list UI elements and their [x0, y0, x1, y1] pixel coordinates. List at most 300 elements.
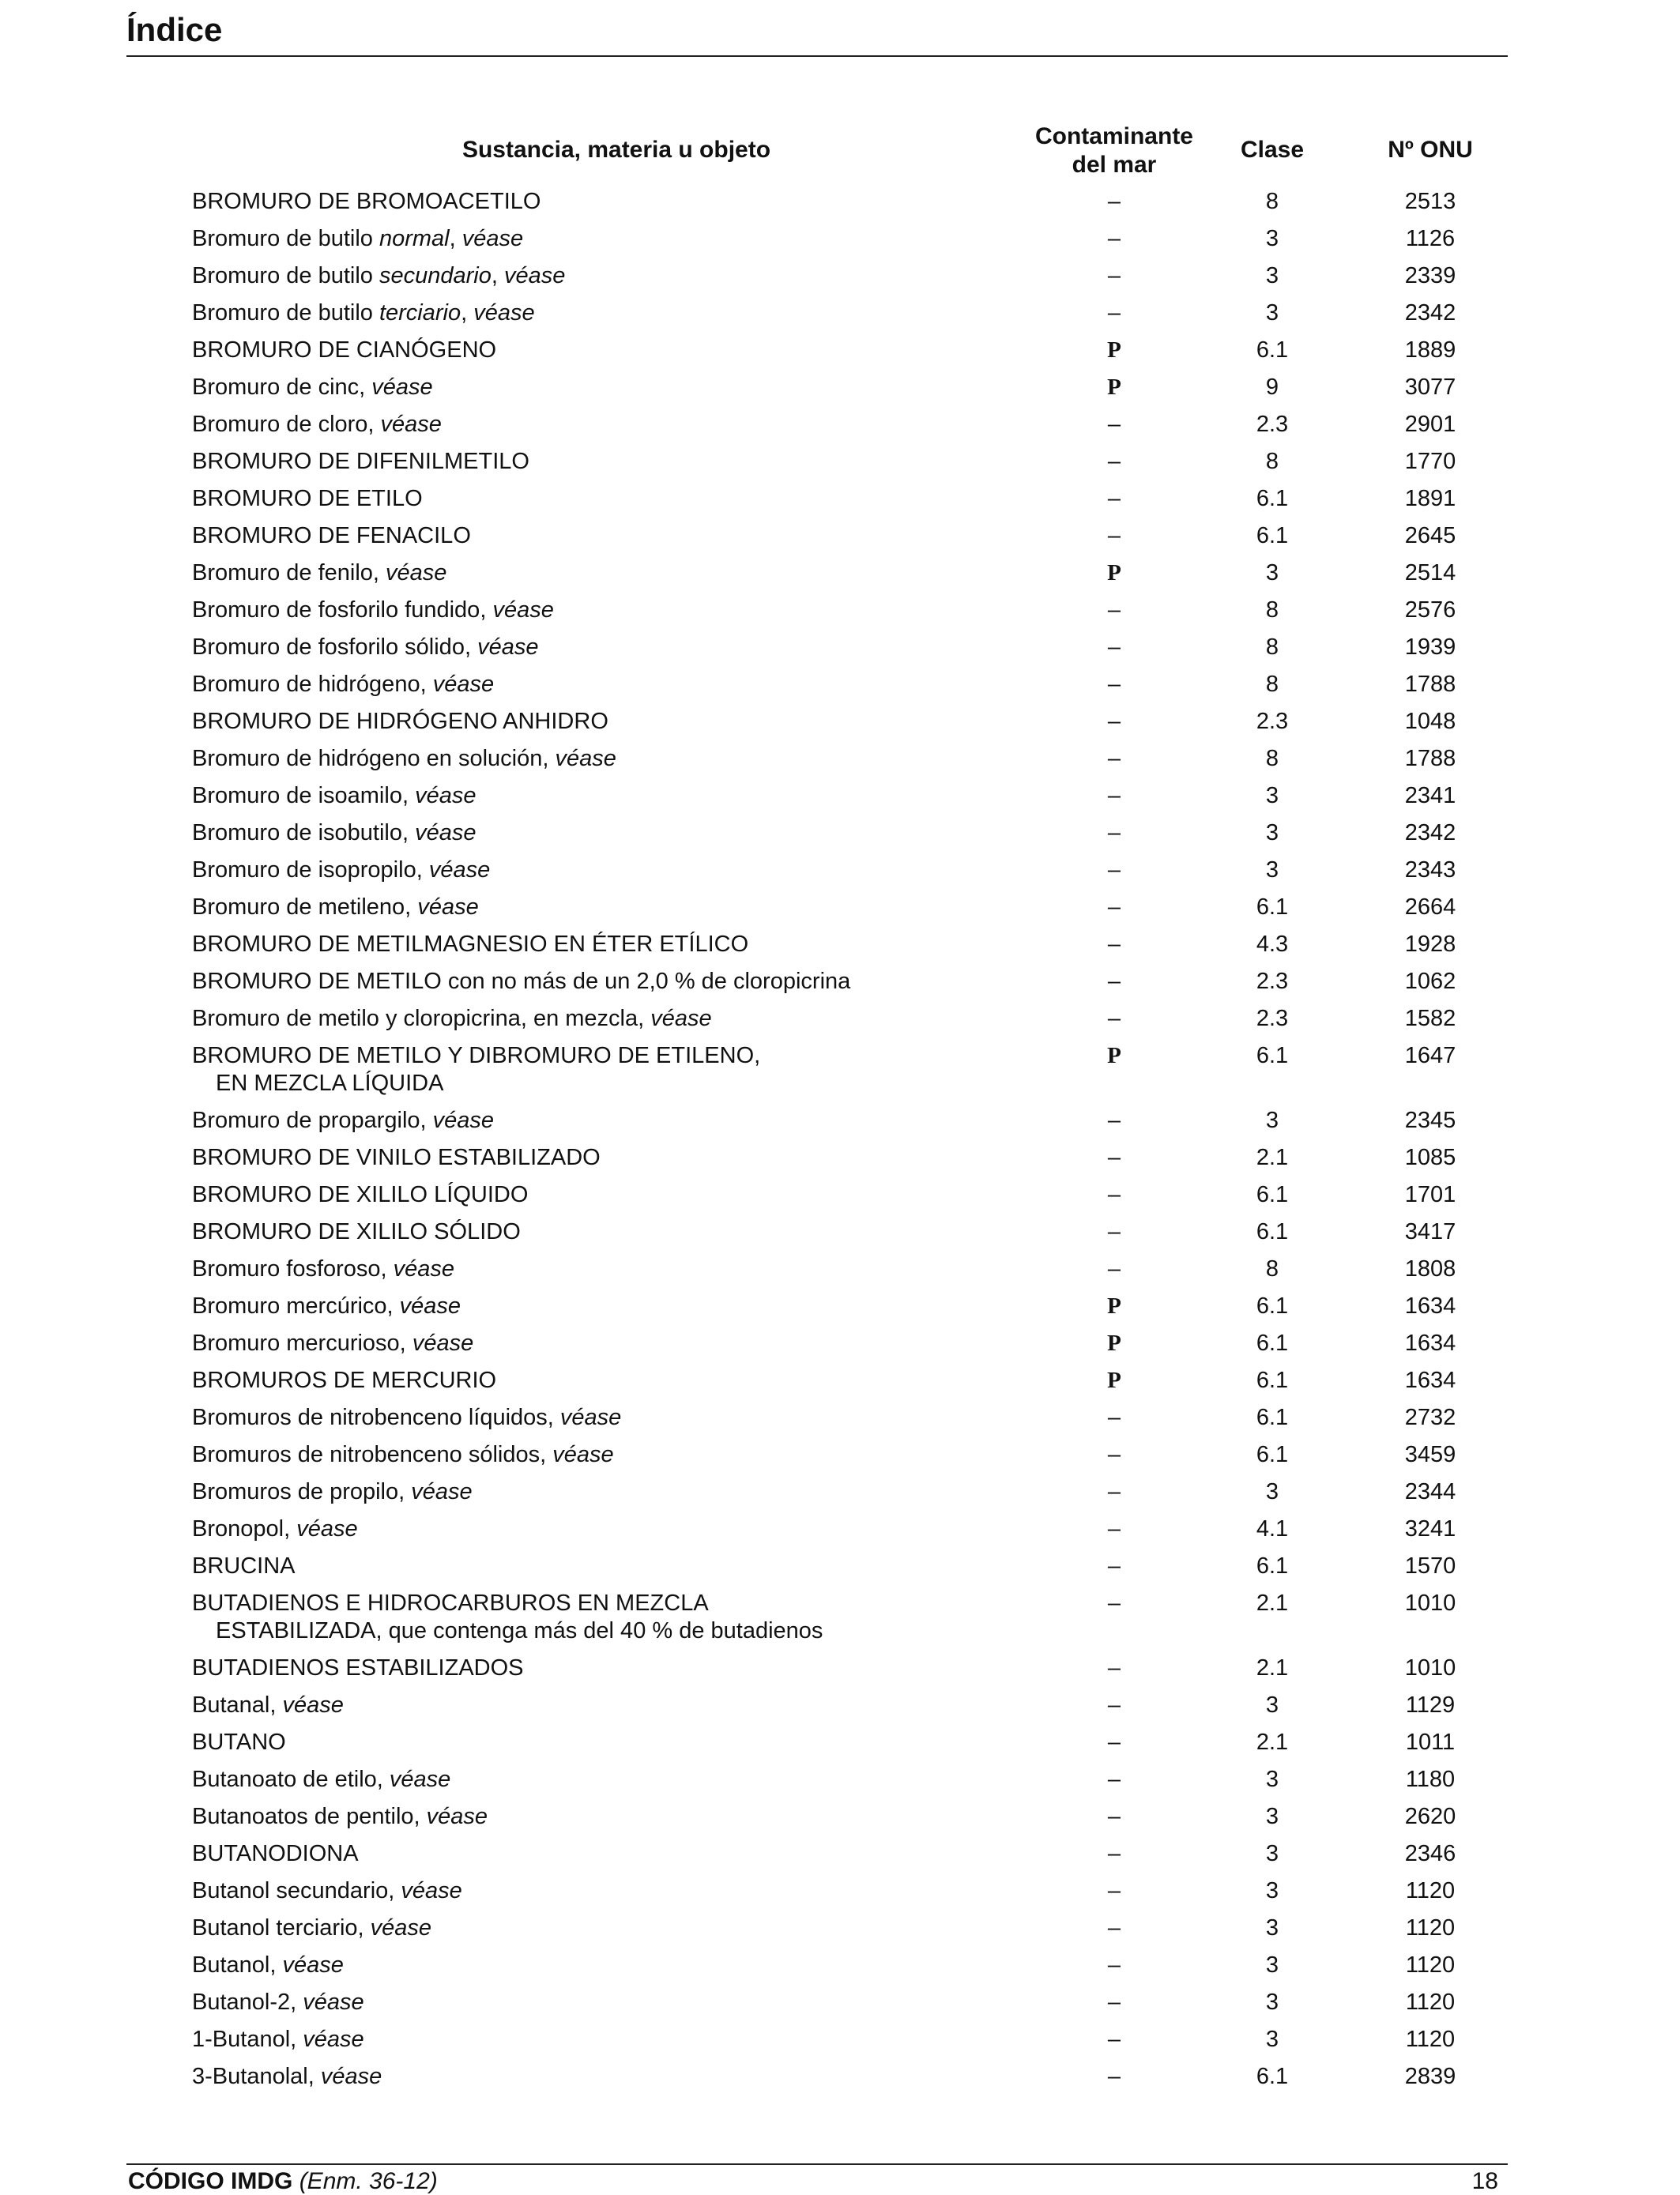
substance-name	[192, 1367, 998, 1395]
substance-name	[192, 671, 998, 698]
table-row	[0, 1590, 1680, 1655]
substance-name	[192, 1989, 998, 2016]
table-row	[0, 1655, 1680, 1692]
marine-pollutant-cell: –	[1107, 820, 1121, 845]
class-cell: 3	[1265, 1952, 1279, 1978]
un-number-cell: 1634	[1404, 1293, 1456, 1319]
table-row	[0, 1404, 1680, 1441]
substance-qualifier: normal	[379, 226, 450, 251]
substance-name	[192, 1803, 998, 1831]
un-number-cell: 1939	[1404, 634, 1456, 660]
un-number-cell: 3417	[1404, 1219, 1456, 1244]
substance-name	[192, 931, 998, 958]
un-number-cell: 2839	[1404, 2064, 1456, 2089]
substance-separator: ,	[449, 226, 462, 251]
class-cell: 6.1	[1256, 1368, 1289, 1393]
substance-qualifier: terciario	[379, 300, 461, 326]
un-number-cell: 1788	[1404, 746, 1456, 771]
substance-name-text: BUTADIENOS ESTABILIZADOS	[192, 1655, 524, 1681]
see-reference: véase	[415, 820, 477, 845]
marine-pollutant-cell: –	[1107, 1553, 1121, 1579]
see-reference: véase	[412, 1331, 474, 1356]
un-number-cell: 1129	[1405, 1692, 1456, 1718]
un-number-cell: 2901	[1404, 412, 1456, 437]
table-row	[0, 1042, 1680, 1107]
table-row	[0, 857, 1680, 894]
table-row	[0, 968, 1680, 1005]
marine-pollutant-cell: –	[1107, 969, 1121, 994]
substance-name	[192, 745, 998, 773]
marine-pollutant-cell: –	[1107, 783, 1121, 808]
substance-name	[192, 708, 998, 736]
page-number: 18	[1471, 2168, 1498, 2194]
un-number-cell: 2339	[1404, 263, 1456, 288]
substance-name-text: BROMURO DE ETILO	[192, 486, 423, 511]
see-reference: véase	[473, 300, 535, 326]
class-cell: 3	[1265, 783, 1279, 808]
substance-name-text: Bronopol,	[192, 1516, 297, 1542]
substance-name-text: BROMUROS DE MERCURIO	[192, 1368, 497, 1393]
see-reference: véase	[389, 1767, 451, 1792]
table-row	[0, 1729, 1680, 1766]
substance-name	[192, 1766, 998, 1794]
substance-name	[192, 337, 998, 364]
substance-name	[192, 485, 998, 513]
table-row	[0, 299, 1680, 337]
class-cell: 3	[1265, 1479, 1279, 1504]
substance-name-text: Bromuro fosforoso,	[192, 1256, 394, 1282]
substance-name	[192, 819, 998, 847]
substance-name	[192, 1915, 998, 1942]
table-row	[0, 782, 1680, 819]
class-cell: 3	[1265, 560, 1279, 585]
table-row	[0, 2026, 1680, 2063]
un-number-cell: 1701	[1404, 1182, 1456, 1207]
substance-name	[192, 559, 998, 587]
class-cell: 8	[1265, 597, 1279, 623]
table-row	[0, 1515, 1680, 1553]
class-cell: 8	[1265, 1256, 1279, 1282]
marine-pollutant-cell: –	[1107, 263, 1121, 288]
substance-name	[192, 2026, 998, 2054]
un-number-cell: 2732	[1404, 1405, 1456, 1430]
table-row	[0, 634, 1680, 671]
substance-name	[192, 1877, 998, 1905]
substance-name-text: Bromuro de butilo	[192, 226, 379, 251]
page-title: Índice	[126, 11, 223, 48]
class-cell: 3	[1265, 857, 1279, 883]
class-cell: 6.1	[1256, 486, 1289, 511]
class-cell: 3	[1265, 1915, 1279, 1941]
substance-name	[192, 1590, 998, 1645]
marine-pollutant-cell: –	[1107, 1479, 1121, 1504]
un-number-cell: 1180	[1405, 1767, 1456, 1792]
un-number-cell: 1634	[1404, 1368, 1456, 1393]
footer-edition: (Enm. 36-12)	[299, 2168, 438, 2194]
un-number-cell: 2343	[1404, 857, 1456, 883]
see-reference: véase	[552, 1442, 614, 1467]
footer-code: CÓDIGO IMDG	[128, 2168, 293, 2194]
marine-pollutant-cell: –	[1107, 1990, 1121, 2015]
substance-name	[192, 1515, 998, 1543]
see-reference: véase	[411, 1479, 473, 1504]
see-reference: véase	[371, 375, 433, 400]
substance-name	[192, 1005, 998, 1033]
substance-name-text: Bromuro de fenilo,	[192, 560, 386, 585]
marine-pollutant-cell: –	[1107, 1692, 1121, 1718]
table-row	[0, 2063, 1680, 2100]
marine-pollutant-cell: –	[1107, 1804, 1121, 1829]
substance-name	[192, 522, 998, 550]
substance-name-text: Butanol secundario,	[192, 1878, 401, 1903]
table-row	[0, 1256, 1680, 1293]
class-cell: 3	[1265, 300, 1279, 326]
class-cell: 8	[1265, 449, 1279, 474]
substance-name-continuation: EN MEZCLA LÍQUIDA	[216, 1071, 444, 1096]
un-number-cell: 1891	[1404, 486, 1456, 511]
substance-name	[192, 1330, 998, 1357]
un-number-cell: 2620	[1404, 1804, 1456, 1829]
marine-pollutant-cell: –	[1107, 746, 1121, 771]
see-reference: véase	[282, 1952, 344, 1978]
substance-name	[192, 188, 998, 216]
marine-pollutant-cell: –	[1107, 189, 1121, 214]
table-row	[0, 1218, 1680, 1256]
table-row	[0, 708, 1680, 745]
substance-name-text: Bromuro de butilo	[192, 300, 379, 326]
substance-name-text: Butanol,	[192, 1952, 283, 1978]
substance-name	[192, 1729, 998, 1756]
substance-name	[192, 1840, 998, 1868]
marine-pollutant-cell: –	[1107, 1591, 1121, 1616]
substance-name-text: BUTANODIONA	[192, 1841, 359, 1866]
un-number-cell: 1928	[1404, 932, 1456, 957]
un-number-cell: 3077	[1404, 375, 1456, 400]
marine-pollutant-cell: –	[1107, 2064, 1121, 2089]
substance-name-text: BROMURO DE METILO Y DIBROMURO DE ETILENO,	[192, 1043, 761, 1068]
see-reference: véase	[492, 597, 554, 623]
see-reference: véase	[401, 1878, 462, 1903]
marine-pollutant-cell: –	[1107, 1730, 1121, 1755]
substance-name	[192, 634, 998, 661]
marine-pollutant-cell: –	[1107, 1915, 1121, 1941]
substance-separator: ,	[461, 300, 474, 326]
marine-pollutant-cell: –	[1107, 300, 1121, 326]
table-row	[0, 1803, 1680, 1840]
marine-pollutant-cell: –	[1107, 1878, 1121, 1903]
see-reference: véase	[432, 672, 495, 697]
marine-pollutant-cell: –	[1107, 2027, 1121, 2052]
see-reference: véase	[426, 1804, 488, 1829]
marine-pollutant-cell: P	[1107, 1043, 1121, 1068]
substance-name	[192, 1952, 998, 1979]
table-row	[0, 894, 1680, 931]
table-row	[0, 522, 1680, 559]
see-reference: véase	[296, 1516, 358, 1542]
marine-pollutant-cell: –	[1107, 709, 1121, 734]
substance-name-text: BROMURO DE FENACILO	[192, 523, 471, 548]
see-reference: véase	[380, 412, 442, 437]
table-row	[0, 262, 1680, 299]
table-row	[0, 1441, 1680, 1478]
marine-pollutant-cell: P	[1107, 375, 1121, 400]
class-cell: 3	[1265, 1692, 1279, 1718]
see-reference: véase	[650, 1006, 712, 1031]
see-reference: véase	[559, 1405, 622, 1430]
class-cell: 2.1	[1256, 1145, 1289, 1170]
un-number-cell: 1889	[1404, 337, 1456, 363]
substance-name-text: BROMURO DE BROMOACETILO	[192, 189, 541, 214]
un-number-cell: 1010	[1404, 1655, 1456, 1681]
un-number-cell: 1120	[1405, 1952, 1456, 1978]
substance-name-text: Bromuro de metilo y cloropicrina, en mezcla,	[192, 1006, 651, 1031]
column-header-class: Clase	[1240, 137, 1305, 163]
class-cell: 2.1	[1256, 1655, 1289, 1681]
class-cell: 6.1	[1256, 1442, 1289, 1467]
substance-name	[192, 411, 998, 439]
see-reference: véase	[555, 746, 616, 771]
table-row	[0, 1181, 1680, 1218]
substance-name-text: 1-Butanol,	[192, 2027, 303, 2052]
marine-pollutant-cell: –	[1107, 1841, 1121, 1866]
substance-name	[192, 597, 998, 624]
see-reference: véase	[399, 1293, 461, 1319]
see-reference: véase	[320, 2064, 382, 2089]
column-header-marine-pollutant: Contaminante del mar	[1034, 123, 1193, 178]
class-cell: 6.1	[1256, 1553, 1289, 1579]
class-cell: 2.3	[1256, 1006, 1289, 1031]
class-cell: 6.1	[1256, 894, 1289, 920]
table-row	[0, 1692, 1680, 1729]
class-cell: 6.1	[1256, 2064, 1289, 2089]
un-number-cell: 1647	[1404, 1043, 1456, 1068]
table-row	[0, 1293, 1680, 1330]
un-number-cell: 1120	[1405, 1878, 1456, 1903]
substance-name	[192, 1478, 998, 1506]
table-row	[0, 1107, 1680, 1144]
class-cell: 2.3	[1256, 709, 1289, 734]
un-number-cell: 2514	[1404, 560, 1456, 585]
class-cell: 8	[1265, 634, 1279, 660]
un-number-cell: 2664	[1404, 894, 1456, 920]
substance-name	[192, 448, 998, 476]
substance-name-text: Bromuro mercúrico,	[192, 1293, 400, 1319]
marine-pollutant-cell: –	[1107, 1405, 1121, 1430]
substance-name	[192, 1692, 998, 1719]
un-number-cell: 3459	[1404, 1442, 1456, 1467]
marine-pollutant-cell: –	[1107, 1182, 1121, 1207]
table-row	[0, 411, 1680, 448]
substance-name	[192, 1553, 998, 1580]
substance-name	[192, 1441, 998, 1469]
substance-name-text: BROMURO DE XILILO SÓLIDO	[192, 1219, 521, 1244]
un-number-cell: 1770	[1404, 449, 1456, 474]
substance-name-text: Butanoato de etilo,	[192, 1767, 390, 1792]
class-cell: 3	[1265, 1767, 1279, 1792]
substance-name-text: BROMURO DE METILO con no más de un 2,0 % de cloropicrina	[192, 969, 851, 994]
substance-name-text: Bromuro de fosforilo sólido,	[192, 634, 478, 660]
substance-name-text: Bromuro de hidrógeno en solución,	[192, 746, 556, 771]
class-cell: 4.1	[1256, 1516, 1289, 1542]
class-cell: 2.1	[1256, 1591, 1289, 1616]
table-row	[0, 1766, 1680, 1803]
table-row	[0, 671, 1680, 708]
see-reference: véase	[428, 857, 491, 883]
class-cell: 3	[1265, 226, 1279, 251]
header-divider	[126, 55, 1508, 57]
table-row	[0, 1877, 1680, 1915]
un-number-cell: 2342	[1404, 820, 1456, 845]
table-row	[0, 559, 1680, 597]
substance-name	[192, 1655, 998, 1682]
un-number-cell: 1048	[1404, 709, 1456, 734]
see-reference: véase	[461, 226, 524, 251]
un-number-cell: 1011	[1405, 1730, 1456, 1755]
class-cell: 8	[1265, 189, 1279, 214]
substance-name-text: BUTANO	[192, 1730, 286, 1755]
un-number-cell: 2576	[1404, 597, 1456, 623]
substance-name	[192, 1181, 998, 1209]
substance-name-text: Bromuros de propilo,	[192, 1479, 412, 1504]
marine-pollutant-cell: –	[1107, 894, 1121, 920]
un-number-cell: 3241	[1404, 1516, 1456, 1542]
marine-pollutant-cell: –	[1107, 1442, 1121, 1467]
marine-pollutant-cell: –	[1107, 449, 1121, 474]
substance-name-text: BRUCINA	[192, 1553, 296, 1579]
substance-name-text: BROMURO DE CIANÓGENO	[192, 337, 497, 363]
class-cell: 6.1	[1256, 523, 1289, 548]
substance-table	[0, 188, 1680, 2100]
marine-pollutant-cell: –	[1107, 597, 1121, 623]
substance-name	[192, 894, 998, 921]
un-number-cell: 1634	[1404, 1331, 1456, 1356]
substance-name	[192, 1293, 998, 1320]
table-row	[0, 745, 1680, 782]
marine-pollutant-cell: –	[1107, 486, 1121, 511]
see-reference: véase	[477, 634, 539, 660]
see-reference: véase	[503, 263, 566, 288]
see-reference: véase	[282, 1692, 344, 1718]
substance-name	[192, 857, 998, 884]
see-reference: véase	[303, 1990, 364, 2015]
substance-name-text: BUTADIENOS E HIDROCARBUROS EN MEZCLA	[192, 1591, 709, 1616]
table-row	[0, 1478, 1680, 1515]
class-cell: 8	[1265, 746, 1279, 771]
marine-pollutant-cell: P	[1107, 560, 1121, 585]
un-number-cell: 2344	[1404, 1479, 1456, 1504]
substance-name-text: Butanal,	[192, 1692, 283, 1718]
class-cell: 3	[1265, 263, 1279, 288]
substance-qualifier: secundario	[379, 263, 492, 288]
substance-name-text: Butanoatos de pentilo,	[192, 1804, 427, 1829]
marine-pollutant-cell: –	[1107, 1516, 1121, 1542]
un-number-cell: 2645	[1404, 523, 1456, 548]
substance-name-text: Bromuro de isobutilo,	[192, 820, 416, 845]
un-number-cell: 1120	[1405, 1915, 1456, 1941]
marine-pollutant-cell: –	[1107, 1767, 1121, 1792]
substance-name-text: Bromuros de nitrobenceno líquidos,	[192, 1405, 560, 1430]
substance-name-text: Butanol-2,	[192, 1990, 303, 2015]
table-row	[0, 188, 1680, 225]
un-number-cell: 1062	[1404, 969, 1456, 994]
class-cell: 6.1	[1256, 1405, 1289, 1430]
table-row	[0, 1005, 1680, 1042]
marine-pollutant-cell: –	[1107, 857, 1121, 883]
table-row	[0, 337, 1680, 374]
un-number-cell: 1788	[1404, 672, 1456, 697]
class-cell: 6.1	[1256, 1293, 1289, 1319]
see-reference: véase	[303, 2027, 364, 2052]
un-number-cell: 1808	[1404, 1256, 1456, 1282]
un-number-cell: 1570	[1404, 1553, 1456, 1579]
substance-name	[192, 225, 998, 253]
un-number-cell: 2345	[1404, 1108, 1456, 1133]
class-cell: 3	[1265, 1841, 1279, 1866]
class-cell: 4.3	[1256, 932, 1289, 957]
substance-name-text: Bromuro de isopropilo,	[192, 857, 429, 883]
class-cell: 9	[1265, 375, 1279, 400]
table-row	[0, 1952, 1680, 1989]
marine-pollutant-cell: P	[1107, 337, 1121, 363]
un-number-cell: 1120	[1405, 2027, 1456, 2052]
class-cell: 3	[1265, 1108, 1279, 1133]
footer-divider	[126, 2163, 1508, 2165]
substance-name-text: Bromuro de cinc,	[192, 375, 372, 400]
un-number-cell: 1085	[1404, 1145, 1456, 1170]
footer-title	[128, 2168, 438, 2195]
un-number-cell: 1120	[1405, 1990, 1456, 2015]
substance-name-text: BROMURO DE XILILO LÍQUIDO	[192, 1182, 529, 1207]
substance-name-text: Butanol terciario,	[192, 1915, 371, 1941]
marine-pollutant-cell: –	[1107, 672, 1121, 697]
table-row	[0, 485, 1680, 522]
un-number-cell: 1126	[1405, 226, 1456, 251]
table-row	[0, 1144, 1680, 1181]
substance-name-text: BROMURO DE METILMAGNESIO EN ÉTER ETÍLICO	[192, 932, 749, 957]
table-row	[0, 225, 1680, 262]
substance-name-text: Bromuro de cloro,	[192, 412, 381, 437]
marine-pollutant-cell: –	[1107, 226, 1121, 251]
table-row	[0, 819, 1680, 857]
column-header-un-number: Nº ONU	[1388, 137, 1473, 163]
table-row	[0, 374, 1680, 411]
substance-name	[192, 1404, 998, 1432]
substance-name-text: BROMURO DE VINILO ESTABILIZADO	[192, 1145, 601, 1170]
marine-pollutant-cell: –	[1107, 1952, 1121, 1978]
marine-pollutant-cell: –	[1107, 1219, 1121, 1244]
substance-name	[192, 262, 998, 290]
class-cell: 2.3	[1256, 412, 1289, 437]
marine-pollutant-cell: P	[1107, 1331, 1121, 1356]
substance-name-text: 3-Butanolal,	[192, 2064, 321, 2089]
substance-name	[192, 1107, 998, 1135]
un-number-cell: 2513	[1404, 189, 1456, 214]
marine-pollutant-cell: –	[1107, 1145, 1121, 1170]
class-cell: 8	[1265, 672, 1279, 697]
table-row	[0, 1367, 1680, 1404]
substance-name-text: BROMURO DE HIDRÓGENO ANHIDRO	[192, 709, 608, 734]
see-reference: véase	[370, 1915, 432, 1941]
marine-pollutant-cell: –	[1107, 932, 1121, 957]
marine-pollutant-cell: –	[1107, 1655, 1121, 1681]
substance-name-text: Bromuro de metileno,	[192, 894, 418, 920]
column-header-substance: Sustancia, materia u objeto	[461, 137, 771, 163]
marine-pollutant-cell: –	[1107, 1108, 1121, 1133]
class-cell: 3	[1265, 1804, 1279, 1829]
substance-name-text: Bromuro de propargilo,	[192, 1108, 433, 1133]
un-number-cell: 2341	[1404, 783, 1456, 808]
un-number-cell: 2342	[1404, 300, 1456, 326]
